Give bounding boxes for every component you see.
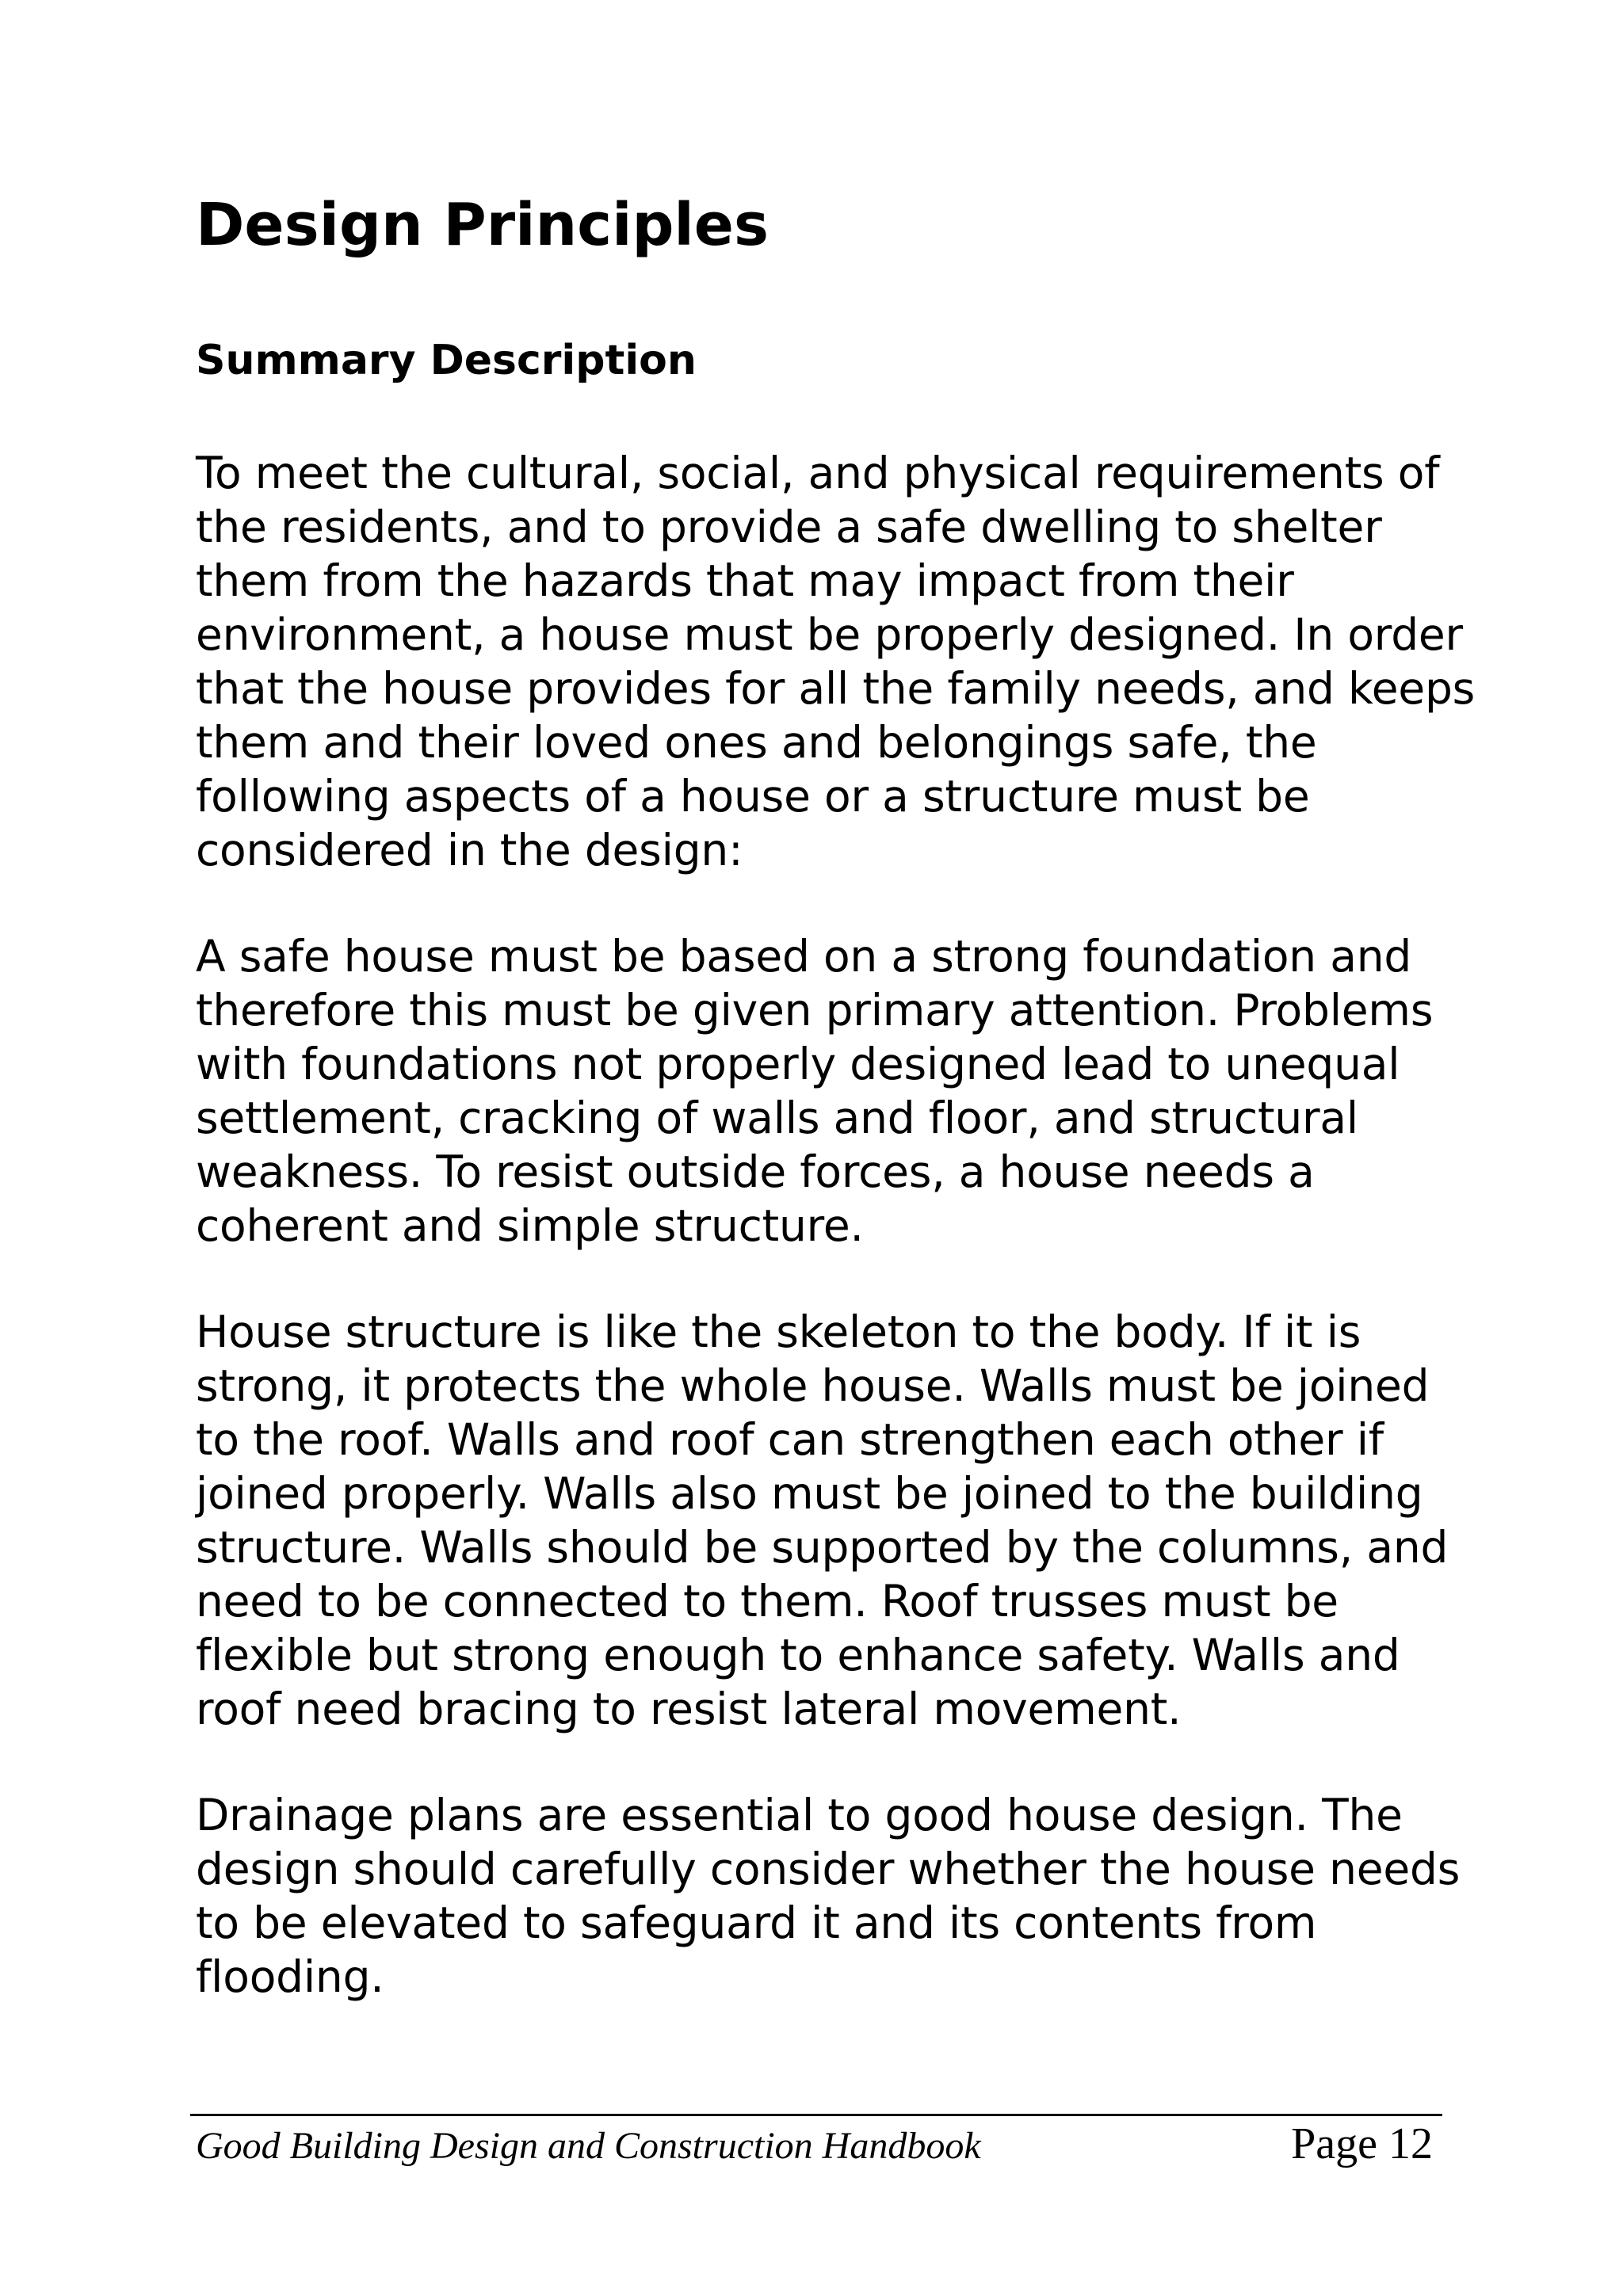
- text-line: settlement, cracking of walls and floor, and structural: [196, 1093, 1358, 1143]
- text-line: strong, it protects the whole house. Walls must be joined: [196, 1360, 1430, 1411]
- section-heading: Summary Description: [196, 337, 697, 384]
- text-line: following aspects of a house or a structure must be: [196, 771, 1310, 822]
- paragraph-drainage: [196, 1788, 1461, 2004]
- paragraph-foundation: [196, 929, 1456, 1253]
- text-line: design should carefully consider whether the house needs: [196, 1844, 1461, 1894]
- text-line: weakness. To resist outside forces, a house needs a: [196, 1146, 1315, 1197]
- text-line: flexible but strong enough to enhance safety. Walls and: [196, 1630, 1400, 1680]
- text-line: environment, a house must be properly designed. In order: [196, 609, 1463, 660]
- text-line: the residents, and to provide a safe dwelling to shelter: [196, 502, 1382, 552]
- text-line: them and their loved ones and belongings safe, the: [196, 717, 1317, 768]
- paragraph-structure: [196, 1305, 1456, 1736]
- text-line: Drainage plans are essential to good house design. The: [196, 1790, 1403, 1840]
- text-line: therefore this must be given primary attention. Problems: [196, 985, 1434, 1035]
- text-line: them from the hazards that may impact from their: [196, 555, 1294, 606]
- page-title: Design Principles: [196, 191, 769, 259]
- paragraph-intro: [196, 446, 1476, 877]
- text-line: roof need bracing to resist lateral movement.: [196, 1684, 1182, 1734]
- text-line: A safe house must be based on a strong foundation and: [196, 931, 1412, 982]
- footer-page-number: Page 12: [1291, 2119, 1433, 2168]
- text-line: considered in the design:: [196, 825, 743, 875]
- text-line: to the roof. Walls and roof can strengthen each other if: [196, 1414, 1384, 1465]
- text-line: that the house provides for all the family needs, and keeps: [196, 663, 1476, 714]
- footer-divider: [190, 2114, 1442, 2116]
- text-line: flooding.: [196, 1951, 384, 2002]
- text-line: House structure is like the skeleton to the body. If it is: [196, 1306, 1361, 1357]
- footer-book-title: Good Building Design and Construction Handbook: [196, 2125, 981, 2167]
- text-line: To meet the cultural, social, and physical requirements of: [196, 448, 1440, 498]
- text-line: with foundations not properly designed lead to unequal: [196, 1039, 1400, 1089]
- text-line: structure. Walls should be supported by the columns, and: [196, 1522, 1449, 1573]
- text-line: joined properly. Walls also must be joined to the building: [196, 1468, 1423, 1519]
- text-line: need to be connected to them. Roof trusses must be: [196, 1576, 1338, 1627]
- text-line: coherent and simple structure.: [196, 1200, 864, 1251]
- text-line: to be elevated to safeguard it and its contents from: [196, 1897, 1317, 1948]
- body-text: [196, 446, 1476, 2056]
